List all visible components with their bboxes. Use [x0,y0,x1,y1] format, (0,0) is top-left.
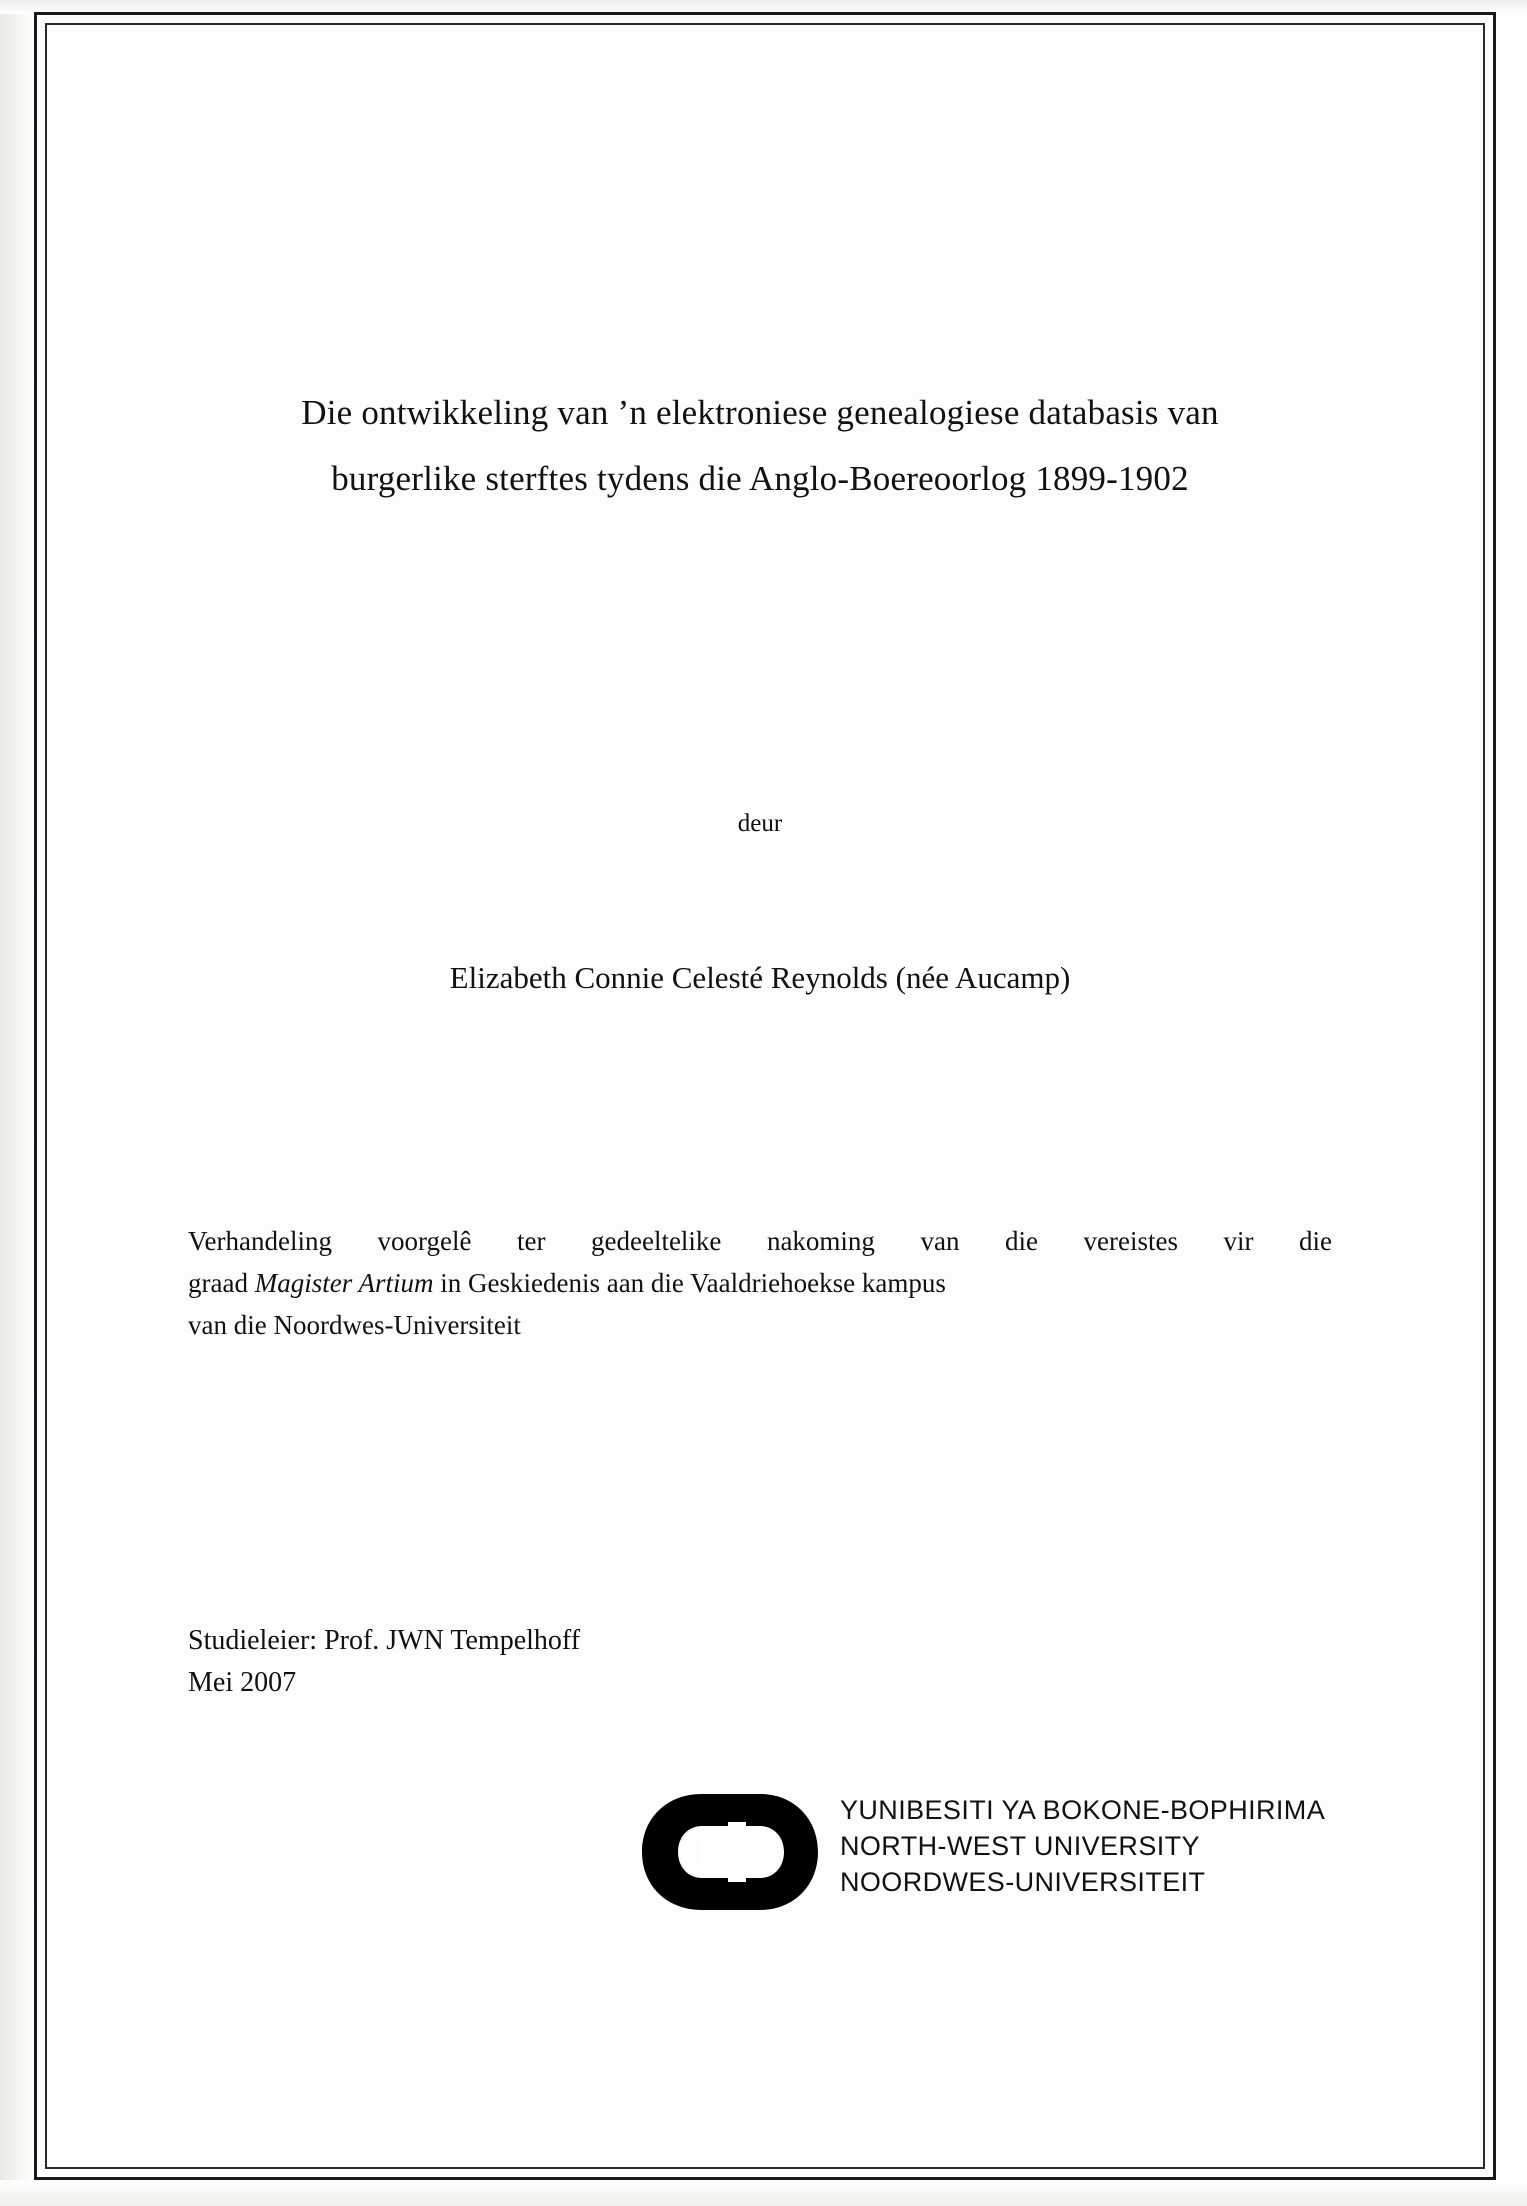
scan-edge-shading-left [0,0,36,2206]
university-logo-text [840,1792,1325,1900]
degree-statement-line-2 [188,1262,1332,1304]
supervisor-line: Studieleier: Prof. JWN Tempelhoff [188,1625,581,1656]
degree-statement-line-2-pre: graad [188,1268,255,1298]
university-logo [510,1790,1326,1920]
nwu-logo-icon [640,1792,825,1912]
logo-text-line-3: NOORDWES-UNIVERSITEIT [840,1867,1206,1897]
title-page-content [180,0,1340,2206]
degree-statement [188,1220,1332,1346]
title-line-2: burgerlike sterftes tydens die Anglo-Boereoorlog 1899-1902 [331,459,1189,498]
date-line: Mei 2007 [188,1667,297,1698]
author-name: Elizabeth Connie Celesté Reynolds (née Aucamp) [449,960,1071,995]
degree-statement-line-2-post: in Geskiedenis aan die Vaaldriehoekse kampus [433,1268,946,1298]
degree-name-italic: Magister Artium [254,1268,434,1298]
logo-text-line-2: NORTH-WEST UNIVERSITY [840,1831,1200,1861]
title-line-1: Die ontwikkeling van ’n elektroniese genealogiese databasis van [301,393,1219,432]
page-title [180,380,1340,512]
supervisor-block [188,1620,1088,1704]
degree-statement-line-3: van die Noordwes-Universiteit [188,1310,521,1340]
degree-statement-line-1: Verhandeling voorgelê ter gedeeltelike nakoming van die vereistes vir die [188,1226,1332,1256]
logo-text-line-1: YUNIBESITI YA BOKONE-BOPHIRIMA [840,1795,1326,1825]
by-label: deur [737,810,783,837]
